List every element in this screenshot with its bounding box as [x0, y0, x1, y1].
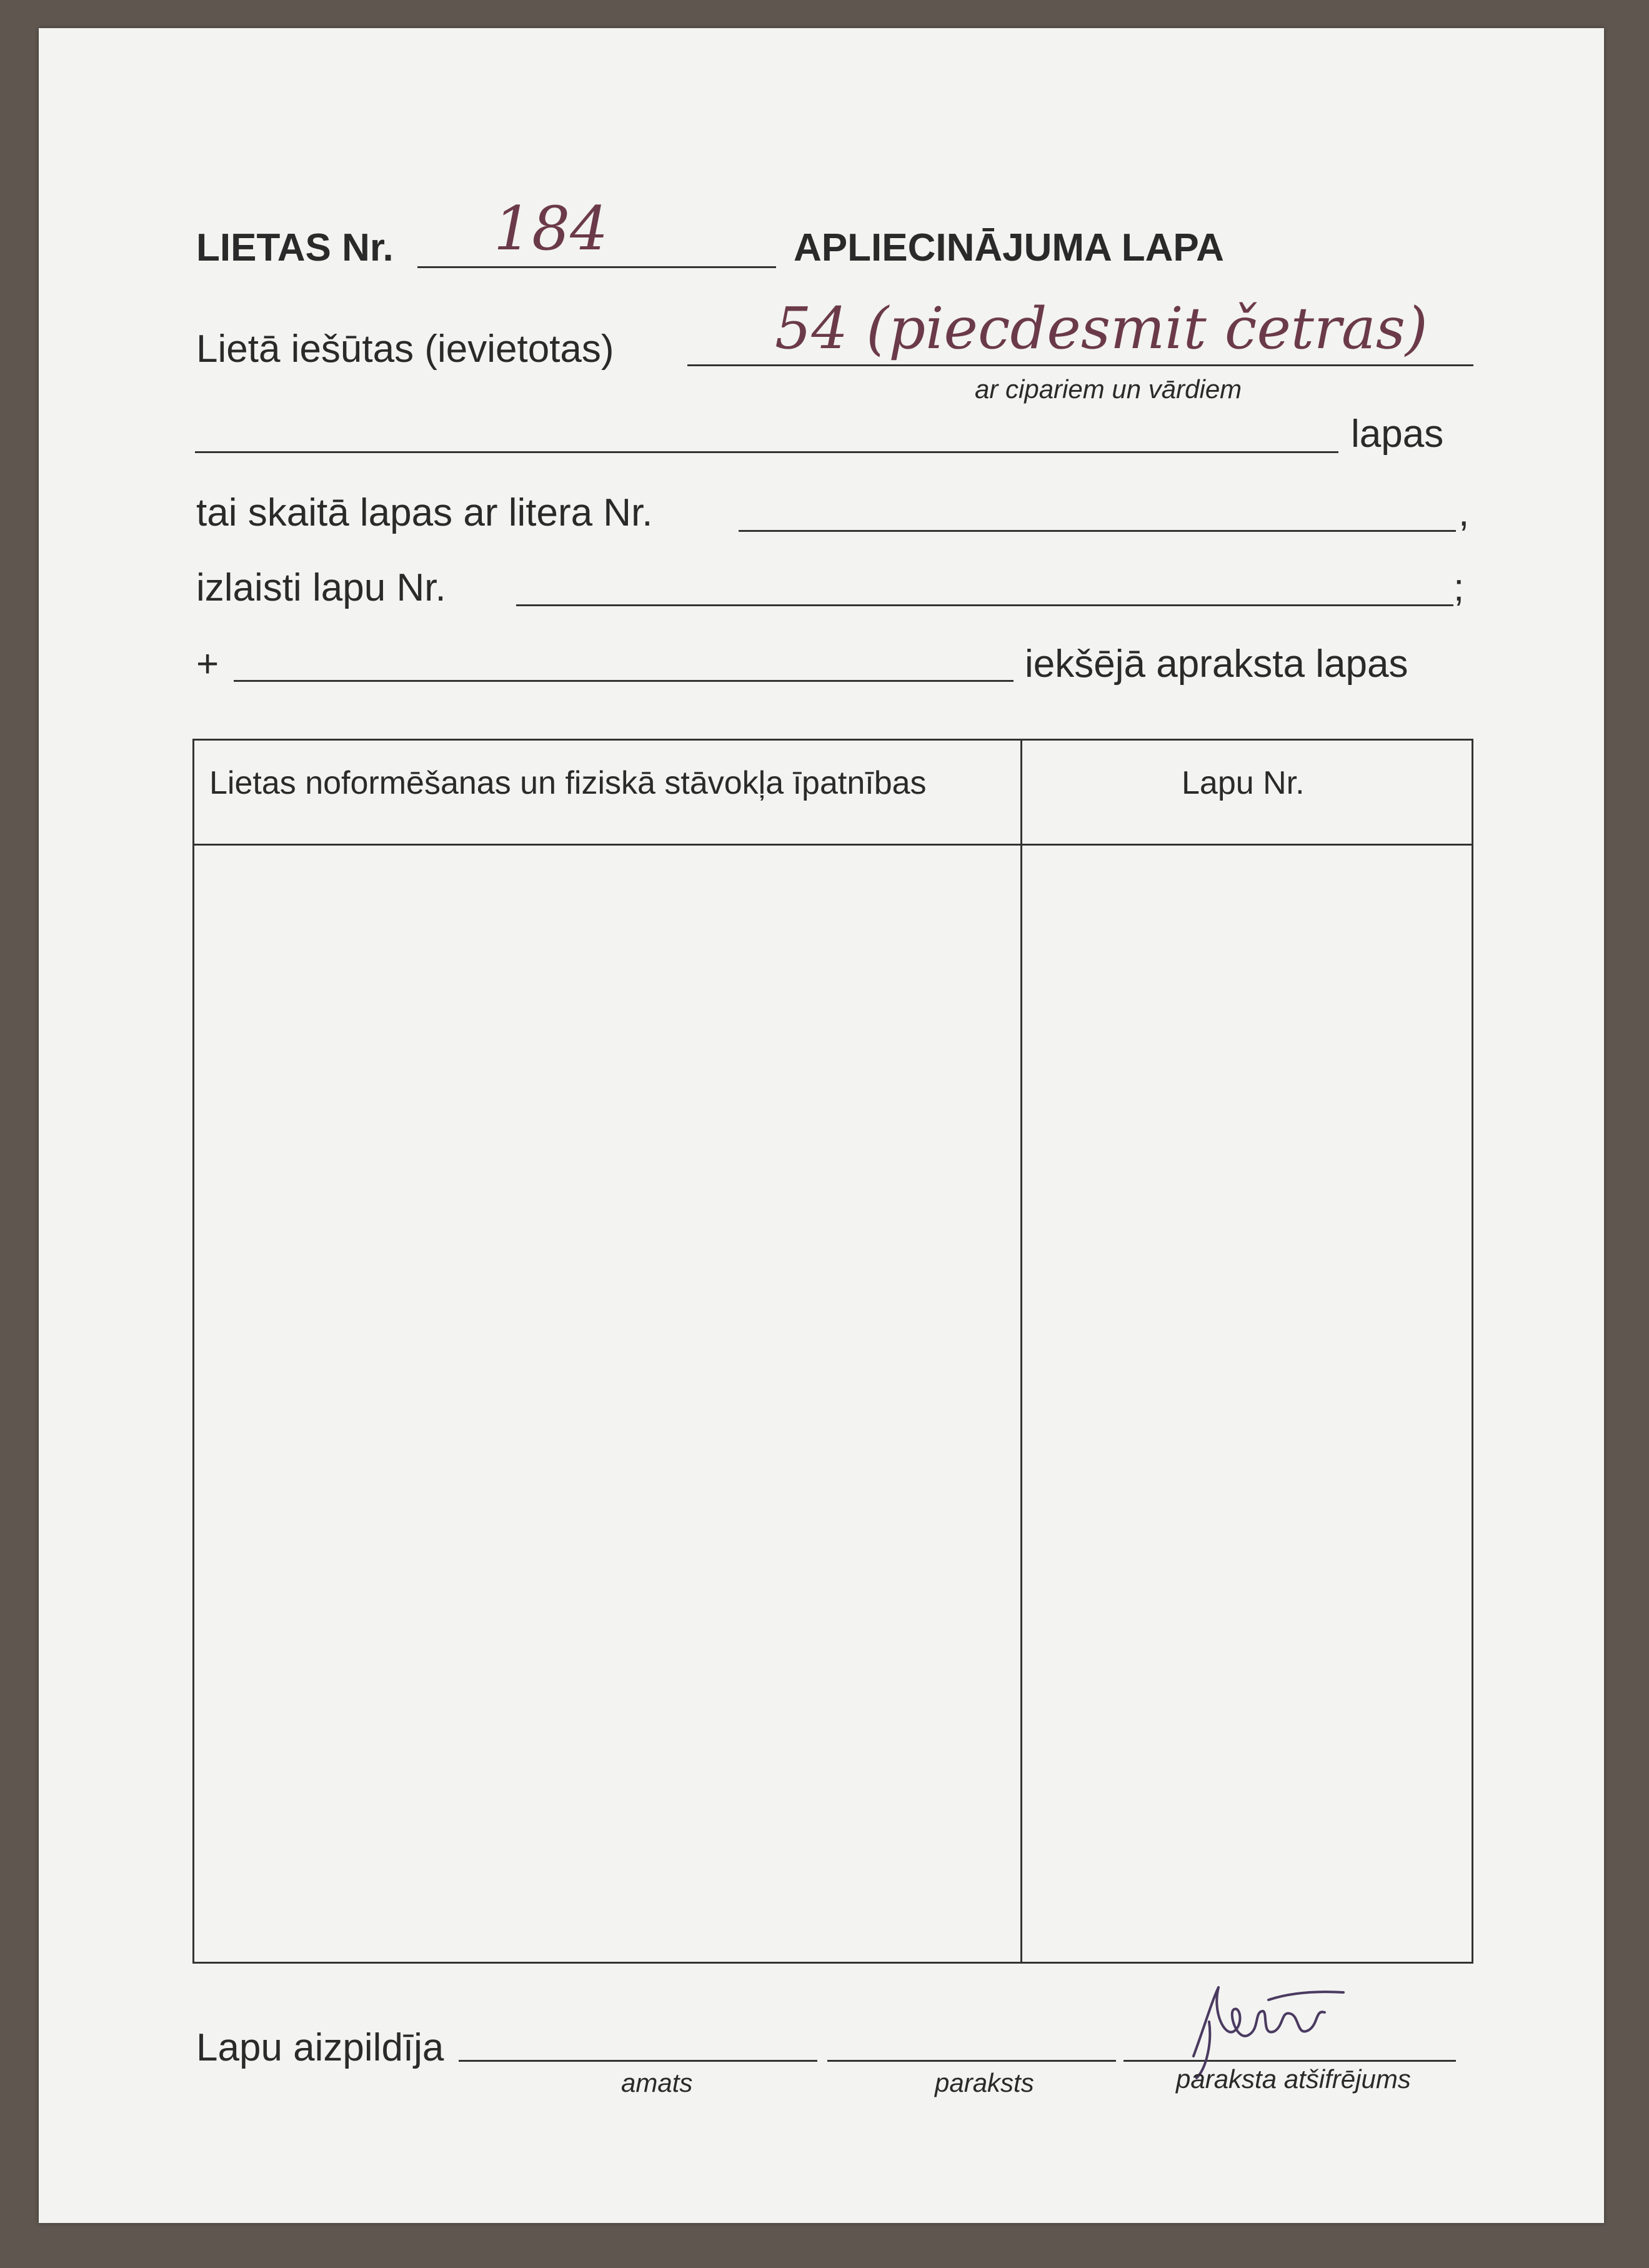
inner-suffix: iekšējā apraksta lapas [1025, 642, 1408, 686]
signature-drawing [1175, 1962, 1362, 2081]
case-number-line [417, 266, 776, 268]
table-column-divider [1020, 741, 1022, 1962]
skipped-punct: ; [1453, 566, 1465, 609]
sewn-label: Lietā iešūtas (ievietotas) [196, 327, 614, 371]
litera-line [739, 530, 1456, 532]
document-title: APLIECINĀJUMA LAPA [794, 226, 1224, 269]
caption-decipher: paraksta atšifrējums [1176, 2064, 1411, 2094]
pages-suffix: lapas [1351, 412, 1444, 456]
case-number-handwritten: 184 [494, 194, 609, 264]
caption-position: amats [621, 2068, 693, 2097]
case-number-label: LIETAS Nr. [196, 226, 394, 269]
filled-by-label: Lapu aizpildīja [196, 2026, 444, 2069]
pages-line [195, 451, 1338, 453]
skipped-line [516, 604, 1453, 606]
inner-line [234, 680, 1014, 682]
table-header-features: Lietas noformēšanas un fiziskā stāvokļa īpatnības [209, 765, 927, 801]
features-table [192, 739, 1473, 1964]
caption-signature: paraksts [935, 2068, 1034, 2097]
table-header-divider [194, 844, 1472, 846]
table-header-pages: Lapu Nr. [1182, 765, 1305, 801]
sewn-line [687, 364, 1473, 366]
litera-label: tai skaitā lapas ar litera Nr. [196, 491, 653, 534]
skipped-label: izlaisti lapu Nr. [196, 566, 446, 609]
sewn-count-handwritten: 54 (piecdesmit četras) [775, 295, 1428, 362]
position-line [459, 2060, 817, 2062]
plus-sign: + [196, 642, 219, 686]
litera-punct: , [1458, 491, 1470, 534]
signature-line [827, 2060, 1116, 2062]
sewn-caption: ar cipariem un vārdiem [975, 374, 1242, 404]
